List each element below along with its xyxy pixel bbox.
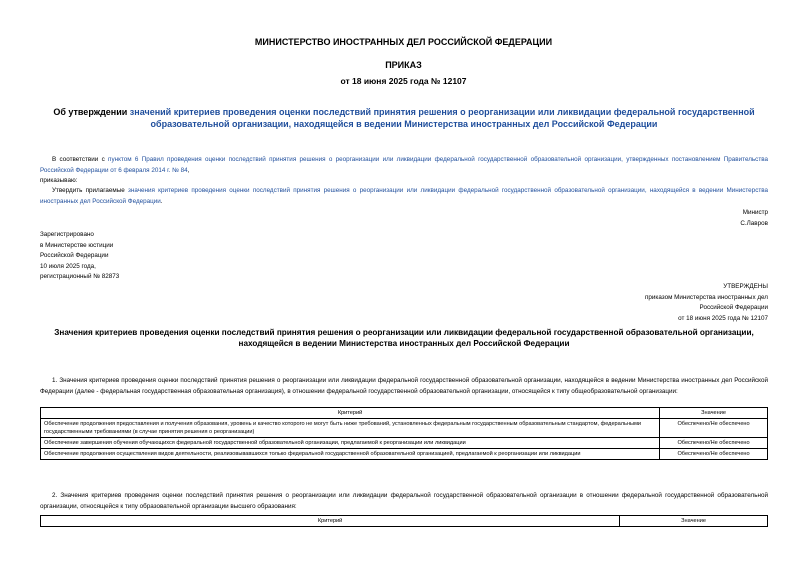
approval-block <box>450 282 768 324</box>
registration-line-2: в Министерстве юстиции <box>40 241 114 249</box>
basis-lead: В соответствии с <box>52 156 109 163</box>
registration-block <box>40 230 240 283</box>
criteria-table-1 <box>40 407 768 460</box>
approval-line-4: от 18 июня 2025 года № 12107 <box>678 314 768 322</box>
registration-line-1: Зарегистрировано <box>40 231 94 238</box>
paragraph-approve <box>40 186 768 207</box>
basis-link[interactable]: пунктом 6 Правил проведения оценки последствий принятия решения о реорганизации или ликвидации федеральной государственной образовательной организации, утвержденных постановлением Правительства Российской Федерации от 6 февраля 2014 г. № 84 <box>40 156 768 174</box>
approval-line-2: приказом Министерства иностранных дел <box>645 293 768 301</box>
criterion-cell: Обеспечение завершения обучения обучающихся федеральной государственной образовательной организации, предлагаемой к реорганизации или ликвидации <box>41 438 660 449</box>
table-row <box>41 449 768 460</box>
header-criterion: Критерий <box>41 516 620 527</box>
annex-section-2: 2. Значения критериев проведения оценки последствий принятия решения о реорганизации или ликвидации федеральной государственной образовательной организации в отношении федеральной государственной образовательной организации, относящейся к типу образовательной организации высшего образования: <box>40 492 768 510</box>
approve-link[interactable]: значения критериев проведения оценки последствий принятия решения о реорганизации или ликвидации федеральной государственной образовательной организации, находящейся в ведении Министерства иностранных дел Российской Федерации <box>40 187 768 205</box>
ministry-heading: МИНИСТЕРСТВО ИНОСТРАННЫХ ДЕЛ РОССИЙСКОЙ ФЕДЕРАЦИИ <box>254 37 553 47</box>
approval-line-1: УТВЕРЖДЕНЫ <box>723 283 768 290</box>
paragraph-order-word: приказываю: <box>40 177 78 184</box>
order-heading: ПРИКАЗ <box>385 60 422 70</box>
header-value: Значение <box>620 516 768 527</box>
table-row <box>41 438 768 449</box>
title-link[interactable]: значений критериев проведения оценки последствий принятия решения о реорганизации или ликвидации федеральной государственной образовательной организации, находящейся в ведении Министерства иностранных дел Российской Федерации <box>129 107 755 129</box>
criterion-cell: Обеспечение продолжения осуществления видов деятельности, реализовывавшихся только федеральной государственной образовательной организацией, предлагаемой к реорганизации или ликвидации <box>41 449 660 460</box>
title-lead: Об утверждении <box>53 107 130 117</box>
value-cell: Обеспечено/Не обеспечено <box>660 419 768 438</box>
table-header-row <box>41 516 768 527</box>
registration-line-5: регистрационный № 82873 <box>40 273 120 280</box>
approve-tail: . <box>160 197 163 205</box>
approval-line-3: Российской Федерации <box>699 304 768 311</box>
order-date-number: от 18 июня 2025 года № 12107 <box>340 76 467 86</box>
document-title <box>40 106 768 130</box>
registration-line-3: Российской Федерации <box>40 252 109 259</box>
registration-line-4: 10 июля 2025 года, <box>40 262 96 270</box>
value-cell: Обеспечено/Не обеспечено <box>660 438 768 449</box>
header-value: Значение <box>660 408 768 419</box>
criteria-table-2 <box>40 515 768 527</box>
signature-name: С.Лавров <box>740 219 768 227</box>
header-criterion: Критерий <box>41 408 660 419</box>
paragraph-basis <box>40 155 768 176</box>
signature-block <box>500 208 768 229</box>
annex-section-1: 1. Значения критериев проведения оценки последствий принятия решения о реорганизации или ликвидации федеральной государственной образовательной организации, находящейся в ведении Министерства иностранных дел Российской Федерации (далее - федеральная государственная образовательная организация), в отношении федеральной государственной образовательной организации, относящейся к типу общеобразовательной организации: <box>40 377 768 395</box>
criterion-cell: Обеспечение продолжения предоставления и получения образования, уровень и качество которого не могут быть ниже требований, установленных федеральным государственным образовательным стандартом, федеральными государственными требованиями (в случае принятия решения о реорганизации) <box>41 419 660 438</box>
approve-lead: Утвердить прилагаемые <box>52 187 129 194</box>
table-header-row <box>41 408 768 419</box>
table-row <box>41 419 768 438</box>
basis-tail: , <box>187 166 190 174</box>
annex-title: Значения критериев проведения оценки последствий принятия решения о реорганизации или ликвидации федеральной государственной образовательной организации, находящейся в ведении Министерства иностранных дел Российской Федерации <box>54 328 754 348</box>
signature-position: Министр <box>742 209 768 216</box>
value-cell: Обеспечено/Не обеспечено <box>660 449 768 460</box>
